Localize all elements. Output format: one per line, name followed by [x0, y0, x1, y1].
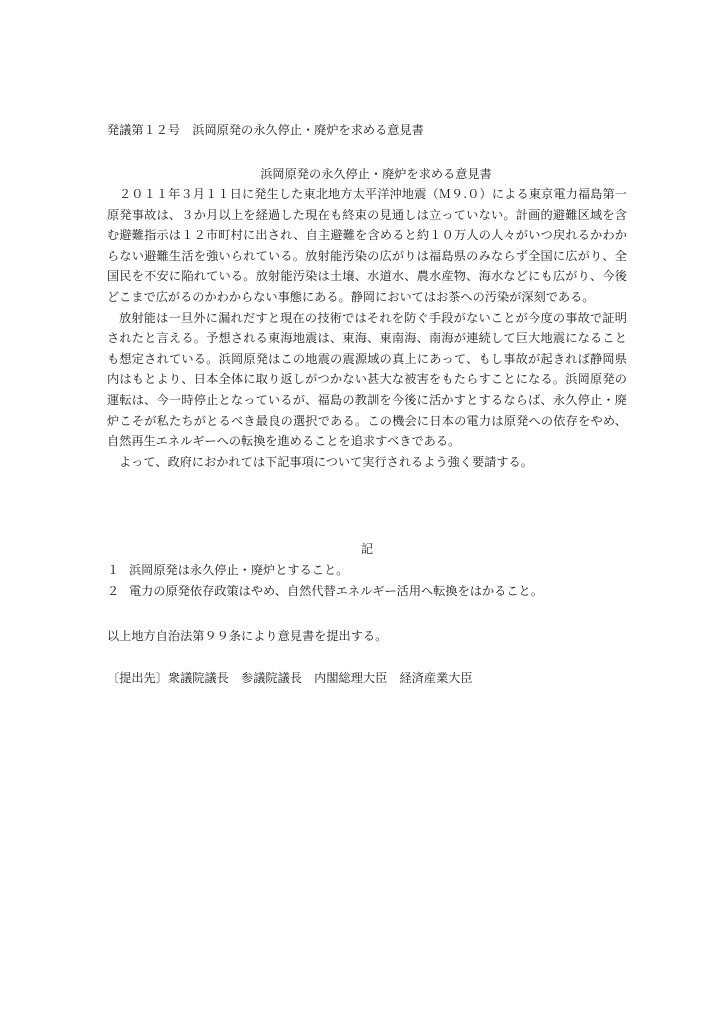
document-header: 発議第１２号 浜岡原発の永久停止・廃炉を求める意見書 [107, 123, 424, 137]
recipients-line: 〔提出先〕衆議院議長 参議院議長 内閣総理大臣 経済産業大臣 [107, 671, 473, 685]
paragraph-3: よって、政府におかれては下記事項について実行されるよう強く要請する。 [119, 454, 533, 469]
request-item [107, 560, 627, 581]
paragraph-2: 放射能は一旦外に漏れだすと現在の技術ではそれを防ぐ手段がないことが今度の事故で証明されたと言える。予想される東海地震は、東海、東南海、南海が連続して巨大地震になることも想定されている。浜岡原発はこの地震の震源域の真上にあって、もし事故が起きれば静岡県内はもとより、日本全体に取り返しがつかない甚大な被害をもたらすことになる。浜岡原発の運転は、今一時停止となっているが、福島の教訓を今後に活かすとするならば、永久停止・廃炉こそが私たちがとるべき最良の選択である。この機会に日本の電力は原発への依存をやめ、自然再生エネルギーへの転換を進めることを追求すべきである。 [107, 310, 627, 449]
request-item [107, 581, 627, 602]
document-body [107, 184, 627, 472]
item-text: 浜岡原発は永久停止・廃炉とすること。 [129, 563, 349, 577]
item-text: 電力の原発依存政策はやめ、自然代替エネルギー活用へ転換をはかること。 [129, 583, 543, 598]
item-number: １ [107, 563, 120, 577]
closing-statement: 以上地方自治法第９９条により意見書を提出する。 [107, 629, 388, 643]
request-items [107, 560, 627, 601]
paragraph-1: ２０１１年３月１１日に発生した東北地方太平洋沖地震（Ｍ９.０）による東京電力福島第一原発事故は、３か月以上を経過した現在も終束の見通しは立っていない。計画的避難区域を含む避難指示は１２市町村に出され、自主避難を含めると約１０万人の人々がいつ戻れるかわからない避難生活を強いられている。放射能汚染の広がりは福島県のみならず全国に広がり、全国民を不安に陥れている。放射能汚染は土壌、水道水、農水産物、海水などにも広がり、今後どこまで広がるのかわからない事態にある。静岡においてはお茶への汚染が深刻である。 [107, 187, 627, 304]
item-number: ２ [107, 583, 120, 598]
ki-heading: 記 [360, 542, 374, 556]
document-title: 浜岡原発の永久停止・廃炉を求める意見書 [260, 167, 492, 181]
